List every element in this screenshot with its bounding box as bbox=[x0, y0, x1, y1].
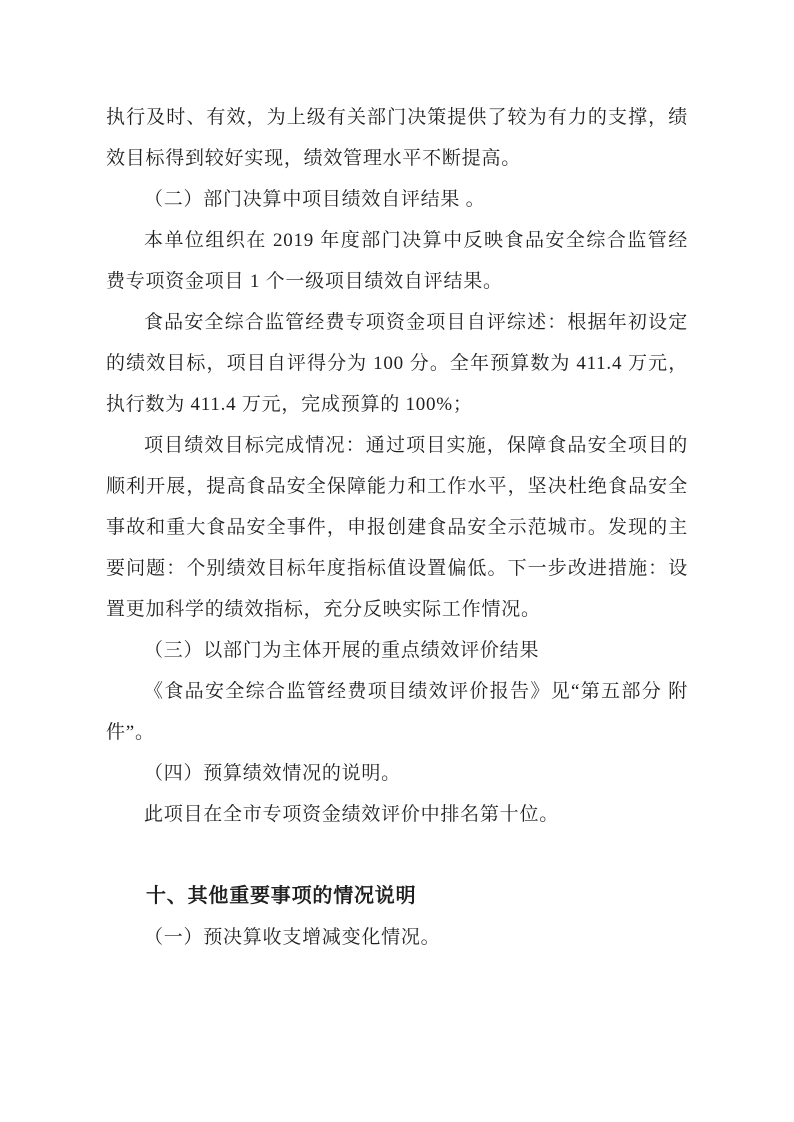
paragraph-ranking: 此项目在全市专项资金绩效评价中排名第十位。 bbox=[144, 804, 559, 825]
paragraph-report-reference: 《食品安全综合监管经费项目绩效评价报告》见“第五部分 附件”。 bbox=[106, 681, 688, 743]
subsection-heading-2: （二）部门决算中项目绩效自评结果 。 bbox=[144, 189, 486, 210]
subsection-heading-4: （四）预算绩效情况的说明。 bbox=[144, 763, 401, 784]
subsection-heading-1: （一）预决算收支增减变化情况。 bbox=[144, 927, 441, 948]
paragraph-self-eval-summary: 食品安全综合监管经费专项资金项目自评综述：根据年初设定的绩效目标，项目自评得分为 100 分。全年预算数为 411.4 万元，执行数为 411.4 万元，完成预算的 100%； bbox=[106, 312, 688, 415]
subsection-heading-3: （三）以部门为主体开展的重点绩效评价结果 bbox=[144, 640, 540, 661]
paragraph-continued: 执行及时、有效，为上级有关部门决策提供了较为有力的支撑，绩效目标得到较好实现，绩效管理水平不断提高。 bbox=[106, 107, 688, 169]
paragraph-self-eval-scope: 本单位组织在 2019 年度部门决算中反映食品安全综合监管经费专项资金项目 1 个一级项目绩效自评结果。 bbox=[106, 230, 688, 292]
paragraph-goal-completion: 项目绩效目标完成情况：通过项目实施，保障食品安全项目的顺利开展，提高食品安全保障能力和工作水平，坚决杜绝食品安全事故和重大食品安全事件，申报创建食品安全示范城市。发现的主要问题：个别绩效目标年度指标值设置偏低。下一步改进措施：设置更加科学的绩效指标，充分反映实际工作情况。 bbox=[106, 435, 688, 620]
section-heading-10: 十、其他重要事项的情况说明 bbox=[146, 885, 417, 907]
